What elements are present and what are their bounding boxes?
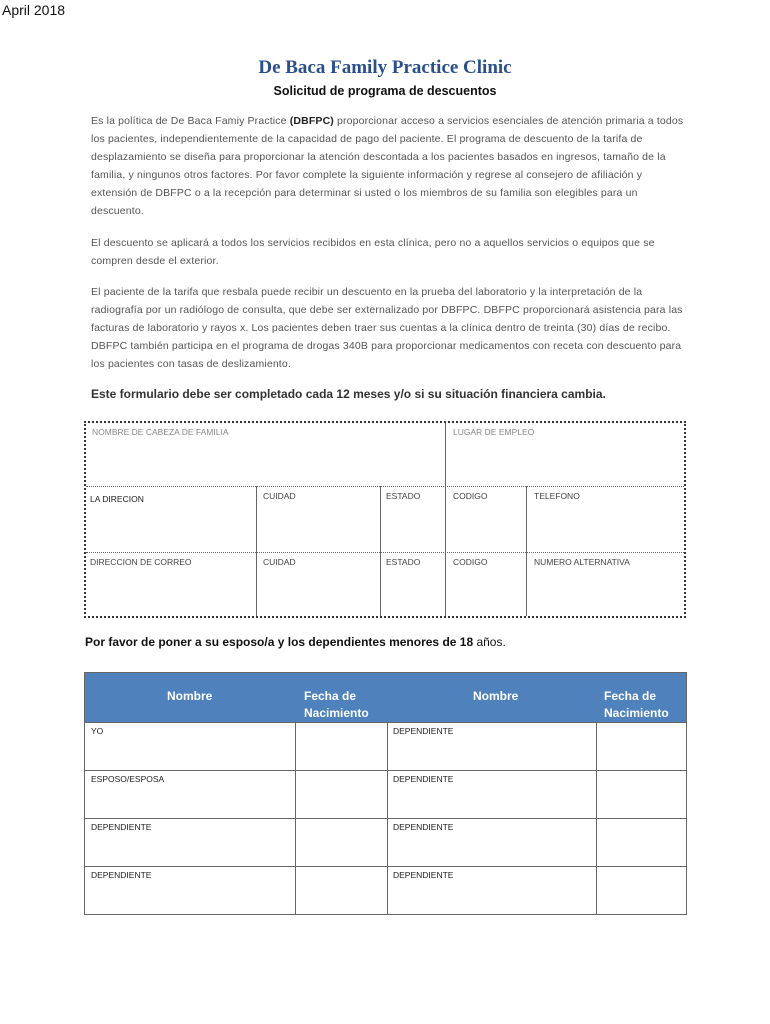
row-spouse-name[interactable]: ESPOSO/ESPOSA	[91, 774, 165, 784]
dependents-instruction-end: años.	[473, 635, 506, 649]
header-name-right: Nombre	[473, 689, 519, 703]
header-dob-left-line1: Fecha de	[304, 689, 357, 703]
form-row-divider	[86, 486, 684, 487]
row-dependent-name[interactable]: DEPENDIENTE	[393, 726, 454, 736]
table-col-divider	[596, 722, 597, 914]
row-self-name[interactable]: YO	[91, 726, 104, 736]
renewal-notice: Este formulario debe ser completado cada 12 meses y/o si su situación financiera cambia.	[91, 387, 606, 401]
table-col-divider	[387, 722, 388, 914]
head-of-household-field[interactable]: NOMBRE DE CABEZA DE FAMILIA	[92, 427, 229, 437]
intro-p1-start: Es la política de De Baca Famiy Practice	[91, 115, 290, 127]
header-dob-right-line2: Nacimiento	[604, 706, 669, 720]
row-dependent-name[interactable]: DEPENDIENTE	[393, 822, 454, 832]
intro-paragraph-1	[91, 112, 691, 220]
intro-paragraph-3: El paciente de la tarifa que resbala puede recibir un descuento en la prueba del laboratorio y la interpretación de la radiografía por un radiólogo de consulta, que debe ser externalizado por DBFPC. DBFPC proporcionará asistencia para las facturas de laboratorio y rayos x. Los pacientes deben traer sus cuentas a la clínica dentro de treinta (30) días de recibo. DBFPC también participa en el programa de drogas 340B para proporcionar medicamentos con receta con descuento para los pacientes con tasas de deslizamiento.	[91, 286, 683, 370]
header-dob-left-line2: Nacimiento	[304, 706, 369, 720]
form-row-divider	[86, 552, 684, 553]
form-col-divider	[380, 486, 381, 616]
address-field[interactable]: LA DIRECION	[90, 494, 144, 504]
form-col-divider	[445, 552, 446, 616]
state-field[interactable]: ESTADO	[386, 491, 421, 501]
row-dependent-name[interactable]: DEPENDIENTE	[393, 774, 454, 784]
employer-field[interactable]: LUGAR DE EMPLEO	[453, 427, 535, 437]
form-col-divider	[256, 486, 257, 616]
row-dependent-name[interactable]: DEPENDIENTE	[91, 870, 152, 880]
mailing-city-field[interactable]: CUIDAD	[263, 557, 296, 567]
row-dependent-name[interactable]: DEPENDIENTE	[91, 822, 152, 832]
clinic-title: De Baca Family Practice Clinic	[258, 57, 512, 78]
mailing-zip-field[interactable]: CODIGO	[453, 557, 488, 567]
mailing-state-field[interactable]: ESTADO	[386, 557, 421, 567]
header-dob-right-line1: Fecha de	[604, 689, 657, 703]
form-col-divider	[445, 423, 446, 552]
row-dependent-name[interactable]: DEPENDIENTE	[393, 870, 454, 880]
dependents-table	[84, 672, 687, 915]
city-field[interactable]: CUIDAD	[263, 491, 296, 501]
intro-p1-abbrev: (DBFPC)	[289, 115, 334, 127]
dependents-instruction	[85, 635, 506, 649]
mailing-address-field[interactable]: DIRECCION DE CORREO	[90, 557, 192, 567]
form-col-divider	[526, 486, 527, 616]
household-info-form	[84, 421, 686, 618]
dependents-table-header	[85, 673, 686, 722]
alternate-number-field[interactable]: NUMERO ALTERNATIVA	[534, 557, 630, 567]
intro-p1-rest: proporcionar acceso a servicios esenciales de atención primaria a todos los pacientes, independientemente de la capacidad de pago del paciente. El programa de descuento de la tarifa de desplazamiento se diseña para proporcionar la atención descontada a los pacientes basados en ingresos, tamaño de la familia, y ningunos otros factores. Por favor complete la siguiente información y regrese al consejero de afiliación y extensión de DBFPC o a la recepción para determinar si usted o los miembros de su familia son elegibles para un descuento.	[91, 115, 684, 217]
dependents-instruction-bold: Por favor de poner a su esposo/a y los dependientes menores de 18	[85, 635, 474, 649]
zip-field[interactable]: CODIGO	[453, 491, 488, 501]
phone-field[interactable]: TELEFONO	[534, 491, 580, 501]
form-subtitle: Solicitud de programa de descuentos	[273, 84, 497, 98]
table-col-divider	[295, 722, 296, 914]
header-name-left: Nombre	[167, 689, 213, 703]
document-date: April 2018	[2, 2, 66, 18]
intro-paragraph-2: El descuento se aplicará a todos los servicios recibidos en esta clínica, pero no a aquellos servicios o equipos que se compren desde el exterior.	[91, 237, 655, 267]
